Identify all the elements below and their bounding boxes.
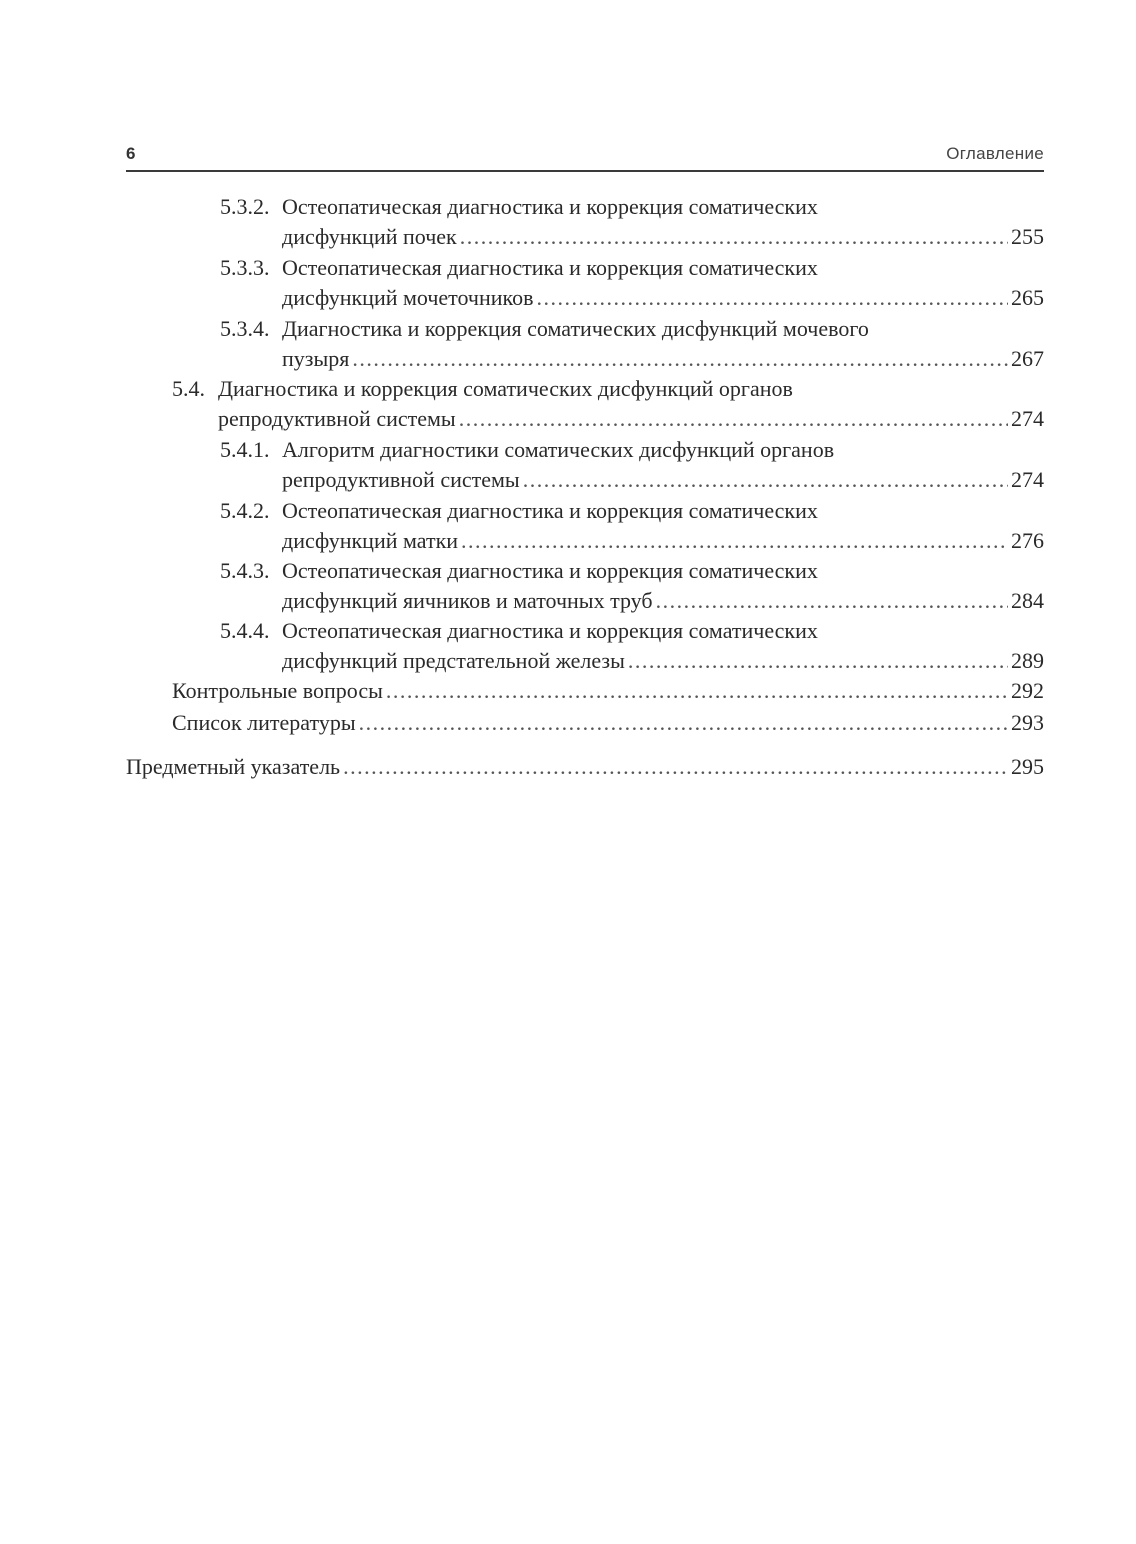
- toc-entry-page: 255: [1011, 224, 1044, 249]
- toc-entry[interactable]: [220, 253, 1044, 313]
- toc-entry-page: 265: [1011, 285, 1044, 310]
- toc-entry[interactable]: [220, 616, 1044, 676]
- dot-leader: [359, 708, 1008, 738]
- toc-entry-number: 5.3.3.: [220, 255, 270, 280]
- toc-entry[interactable]: [220, 496, 1044, 556]
- dot-leader: [386, 676, 1008, 706]
- toc-entry-number: 5.3.2.: [220, 194, 270, 219]
- toc-entry-title: Остеопатическая диагностика и коррекция соматических: [282, 498, 818, 523]
- toc-entry-number: 5.3.4.: [220, 316, 270, 341]
- toc-entry-title: Алгоритм диагностики соматических дисфункций органов: [282, 437, 835, 462]
- page-number: 6: [126, 144, 136, 163]
- toc-entry[interactable]: [172, 708, 1044, 738]
- toc-entry-title-cont: дисфункций мочеточников: [282, 285, 534, 310]
- toc-entry-number: 5.4.1.: [220, 437, 270, 462]
- toc-entry-title: Диагностика и коррекция соматических дисфункций органов: [218, 376, 793, 401]
- toc-entry-title-cont: репродуктивной системы: [282, 467, 520, 492]
- toc-entry[interactable]: [220, 556, 1044, 616]
- dot-leader: [537, 283, 1009, 313]
- toc-entry[interactable]: [172, 676, 1044, 706]
- page-header: [126, 140, 1044, 172]
- toc-entry-title: Список литературы: [172, 710, 356, 735]
- toc-entry-page: 274: [1011, 406, 1044, 431]
- toc-entry-title: Остеопатическая диагностика и коррекция соматических: [282, 194, 818, 219]
- toc-entry-title: Остеопатическая диагностика и коррекция соматических: [282, 618, 818, 643]
- toc-entry-number: 5.4.: [172, 376, 205, 401]
- toc-entry-page: 292: [1011, 678, 1044, 703]
- toc-entry-number: 5.4.4.: [220, 618, 270, 643]
- running-title: Оглавление: [946, 144, 1044, 163]
- toc-entry-page: 289: [1011, 648, 1044, 673]
- toc-entry[interactable]: [220, 314, 1044, 374]
- dot-leader: [461, 526, 1008, 556]
- toc-entry-page: 295: [1011, 754, 1044, 779]
- toc-entry-number: 5.4.3.: [220, 558, 270, 583]
- toc-entry-title-cont: дисфункций предстательной железы: [282, 648, 625, 673]
- toc-entry-title: Контрольные вопросы: [172, 678, 383, 703]
- toc-entry-title-cont: репродуктивной системы: [218, 406, 456, 431]
- toc-entry-page: 276: [1011, 528, 1044, 553]
- dot-leader: [628, 646, 1008, 676]
- dot-leader: [656, 586, 1008, 616]
- toc-entry-page: 267: [1011, 346, 1044, 371]
- toc-entry-title-cont: дисфункций яичников и маточных труб: [282, 588, 653, 613]
- toc-entry-page: 284: [1011, 588, 1044, 613]
- dot-leader: [459, 404, 1008, 434]
- toc-entry-title: Остеопатическая диагностика и коррекция соматических: [282, 558, 818, 583]
- toc-entry[interactable]: [220, 435, 1044, 495]
- toc-entry-title-cont: пузыря: [282, 346, 350, 371]
- dot-leader: [352, 344, 1008, 374]
- dot-leader: [343, 752, 1008, 782]
- toc-entry-title-cont: дисфункций матки: [282, 528, 459, 553]
- dot-leader: [460, 222, 1008, 252]
- toc-entry-title: Предметный указатель: [126, 754, 341, 779]
- toc-entry-page: 293: [1011, 710, 1044, 735]
- toc-entry-number: 5.4.2.: [220, 498, 270, 523]
- toc-entry[interactable]: [126, 752, 1044, 782]
- toc-entry[interactable]: [172, 374, 1044, 434]
- toc-entry-title: Остеопатическая диагностика и коррекция соматических: [282, 255, 818, 280]
- toc-entry-page: 274: [1011, 467, 1044, 492]
- toc-entry-title-cont: дисфункций почек: [282, 224, 457, 249]
- toc-entry[interactable]: [220, 192, 1044, 252]
- dot-leader: [523, 465, 1008, 495]
- toc-entry-title: Диагностика и коррекция соматических дисфункций мочевого: [282, 316, 869, 341]
